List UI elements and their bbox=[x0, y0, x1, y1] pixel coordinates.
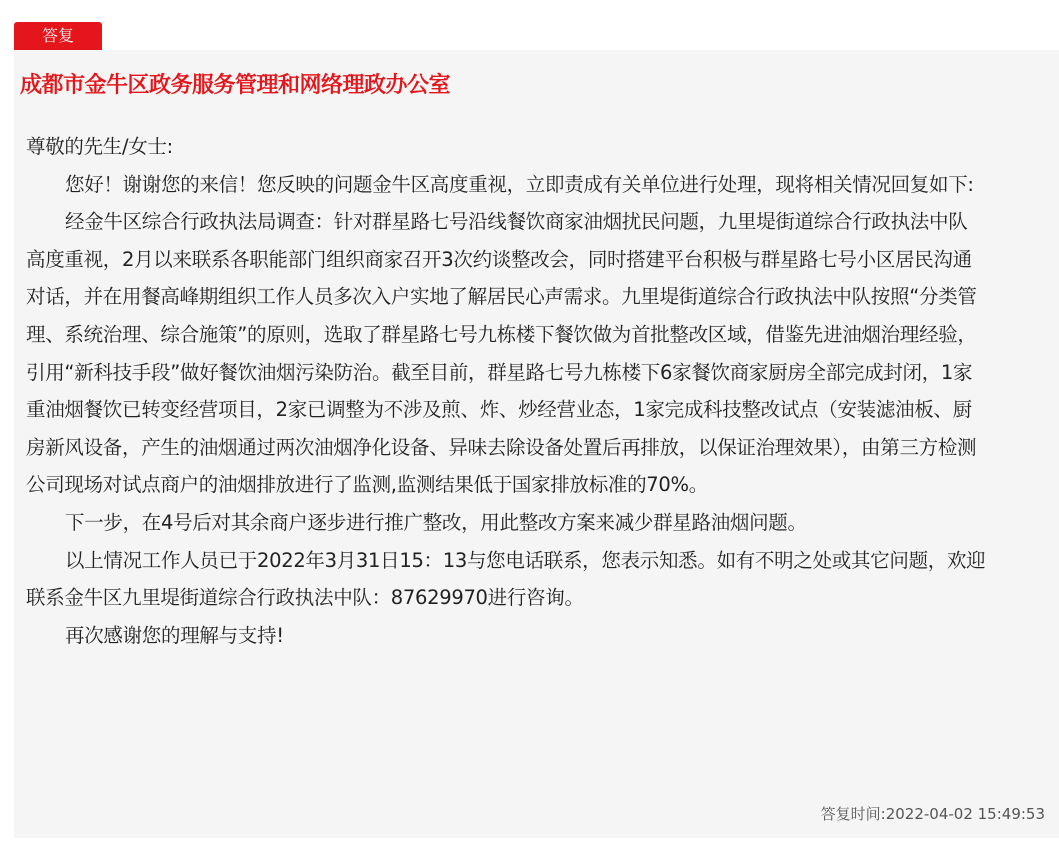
org-title: 成都市金牛区政务服务管理和网络理政办公室 bbox=[20, 73, 451, 98]
reply-time-label: 答复时间: bbox=[820, 805, 886, 823]
reply-paragraph: 经金牛区综合行政执法局调查：针对群星路七号沿线餐饮商家油烟扰民问题，九里堤街道综合行政执法中队高度重视，2月以来联系各职能部门组织商家召开3次约谈整改会，同时搭建平台积极与群星路七号小区居民沟通对话，并在用餐高峰期组织工作人员多次入户实地了解居民心声需求。九里堤街道综合行政执法中队按照“分类管理、系统治理、综合施策”的原则，选取了群星路七号九栋楼下餐饮做为首批整改区域，借鉴先进油烟治理经验，引用“新科技手段”做好餐饮油烟污染防治。截至目前，群星路七号九栋楼下6家餐饮商家厨房全部完成封闭，1家重油烟餐饮已转变经营项目，2家已调整为不涉及煎、炸、炒经营业态，1家完成科技整改试点（安装滤油板、厨房新风设备，产生的油烟通过两次油烟净化设备、异味去除设备处置后再排放，以保证治理效果），由第三方检测公司现场对试点商户的油烟排放进行了监测,监测结果低于国家排放标准的70%。 bbox=[26, 210, 977, 497]
reply-paragraph: 下一步，在4号后对其余商户逐步进行推广整改，用此整改方案来减少群星路油烟问题。 bbox=[65, 510, 807, 534]
reply-paragraph: 再次感谢您的理解与支持! bbox=[65, 623, 284, 647]
salutation: 尊敬的先生/女士: bbox=[26, 135, 173, 158]
reply-tab[interactable]: 答复 bbox=[14, 22, 102, 50]
reply-body bbox=[26, 128, 986, 654]
reply-panel bbox=[14, 50, 1059, 838]
reply-time-value: 2022-04-02 15:49:53 bbox=[885, 805, 1045, 823]
reply-time bbox=[821, 803, 1045, 824]
reply-paragraph: 您好！谢谢您的来信！您反映的问题金牛区高度重视，立即责成有关单位进行处理，现将相关情况回复如下: bbox=[65, 172, 974, 196]
reply-paragraph: 以上情况工作人员已于2022年3月31日15：13与您电话联系，您表示知悉。如有不明之处或其它问题，欢迎联系金牛区九里堤街道综合行政执法中队：87629970进行咨询。 bbox=[26, 548, 986, 610]
